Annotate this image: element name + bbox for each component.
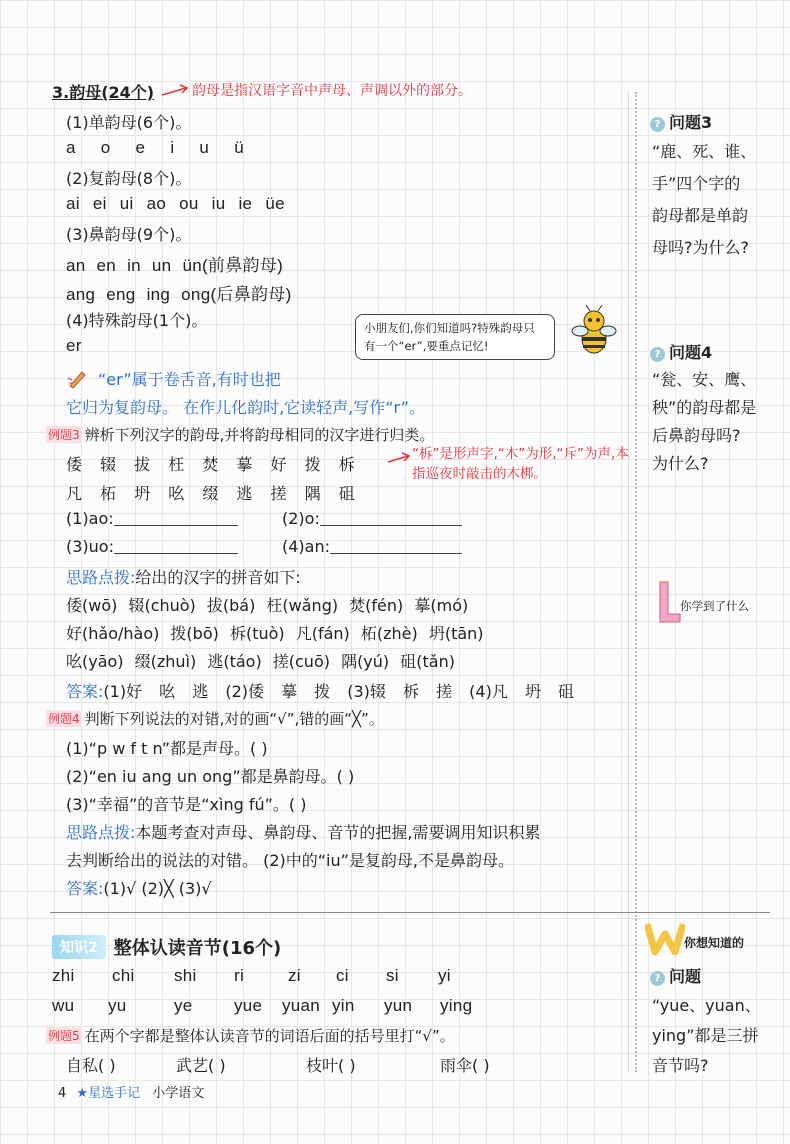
example3-answer: 答案:(1)好 吆 逃 (2)倭 摹 拨 (3)辍 柝 搓 (4)凡 坍 砠 [66, 682, 575, 701]
question-icon: ? [650, 117, 665, 132]
letter-l-icon [656, 580, 682, 626]
example4-question-line [46, 708, 384, 729]
blank-o: (2)o: [282, 509, 462, 528]
bee-icon [568, 305, 618, 359]
sidebar-q4-line: 秧”的韵母都是 [652, 398, 757, 417]
sidebar-q3-line: 手”四个字的 [652, 174, 741, 193]
single-heading: (1)单韵母(6个)。 [66, 113, 192, 132]
answer-line [330, 539, 462, 554]
example5-word: 雨伞( ) [440, 1056, 490, 1075]
tip-bubble: 小朋友们,你们知道吗?特殊韵母只有一个“er”,要重点记忆! [355, 314, 555, 360]
blank-ao: (1)ao: [66, 509, 238, 528]
margin-dotted-rule [635, 92, 637, 1072]
example4-item2: (2)“en iu ang un ong”都是鼻韵母。( ) [66, 767, 355, 786]
sidebar-q5-title: ? 问题 [650, 964, 701, 987]
margin-rule [628, 92, 629, 1072]
example4-answer: 答案:(1)√ (2)╳ (3)√ [66, 879, 212, 898]
arrow-icon [386, 452, 412, 466]
single-list: a o e i u ü [66, 138, 244, 157]
sidebar-q5-line: “yue、yuan、 [652, 996, 761, 1015]
nasal-heading: (3)鼻韵母(9个)。 [66, 225, 192, 244]
section-note: 韵母是指汉语字音中声母、声调以外的部分。 [192, 83, 472, 99]
example3-question: 辨析下列汉字的韵母,并将韵母相同的汉字进行归类。 [84, 426, 435, 444]
answer-line [114, 539, 238, 554]
page-number: 4 [58, 1086, 67, 1101]
example3-tag: 例题3 [48, 428, 80, 442]
example3-annotation: “柝”是形声字,“木”为形,“斥”为声,本指巡夜时敲击的木梆。 [412, 446, 629, 482]
sidebar-q4-line: 为什么? [652, 454, 709, 473]
question-icon: ? [650, 971, 665, 986]
example5-tag: 例题5 [48, 1029, 80, 1043]
special-list: er [66, 336, 82, 355]
section-divider [50, 912, 770, 913]
example4-analysis: 思路点拨:本题考查对声母、鼻韵母、音节的把握,需要调用知识积累 [66, 823, 541, 842]
compound-list: ai ei ui ao ou iu ie üe [66, 194, 285, 213]
example5-question-line [46, 1025, 455, 1046]
sidebar-q4-line: 后鼻韵母吗? [652, 426, 741, 445]
pinyin-row-3: 吆(yāo) 缀(zhuì) 逃(táo) 搓(cuō) 隅(yú) 砠(tǎn) [66, 652, 455, 671]
sidebar-q5-line: ying”都是三拼 [652, 1026, 759, 1045]
sidebar-q3-title: ? 问题3 [650, 110, 712, 133]
sidebar-q4-line: “瓮、安、鹰、 [652, 370, 757, 389]
example3-chars-row1: 倭 辍 拔 枉 焚 摹 好 拨 柝 [66, 455, 355, 474]
arrow-icon [160, 83, 190, 99]
example5-word: 武艺( ) [176, 1056, 226, 1075]
footer [58, 1082, 204, 1101]
section-title: 3.韵母(24个) [52, 83, 155, 102]
example4-tag: 例题4 [48, 712, 80, 726]
learned-label: 你学到了什么 [680, 599, 749, 613]
example4-item3: (3)“幸福”的音节是“xìng fú”。( ) [66, 795, 307, 814]
question-icon: ? [650, 347, 665, 362]
example5-question: 在两个字都是整体认读音节的词语后面的括号里打“√”。 [84, 1027, 455, 1045]
blank-uo: (3)uo: [66, 537, 238, 556]
footer-brand: ★星选手记 [76, 1086, 141, 1101]
footer-subject: 小学语文 [152, 1086, 205, 1101]
tip-line-2: 它归为复韵母。 在作儿化韵时,它读轻声,写作“r”。 [66, 398, 426, 417]
sidebar-q4-title: ? 问题4 [650, 340, 712, 363]
nasal-back: ang eng ing ong(后鼻韵母) [66, 285, 292, 304]
pencil-icon [66, 368, 88, 390]
example4-analysis-2: 去判断给出的说法的对错。 (2)中的“iu”是复韵母,不是鼻韵母。 [66, 851, 515, 870]
sidebar-q3-line: 母吗?为什么? [652, 238, 749, 257]
example3-chars-row2: 凡 柘 坍 吆 缀 逃 搓 隅 砠 [66, 484, 355, 503]
example3-question-line [46, 424, 434, 445]
example4-item1: (1)“p w f t n”都是声母。( ) [66, 739, 268, 758]
example5-word: 自私( ) [66, 1056, 116, 1075]
nasal-front: an en in un ün(前鼻韵母) [66, 256, 284, 275]
sidebar-q3-line: 韵母都是单韵 [652, 206, 749, 225]
letter-w-icon [645, 920, 685, 956]
example3-analysis: 思路点拨:给出的汉字的拼音如下: [66, 568, 301, 587]
pinyin-row-1: 倭(wō) 辍(chuò) 拔(bá) 枉(wǎng) 焚(fén) 摹(mó) [66, 596, 469, 615]
blank-an: (4)an: [282, 537, 462, 556]
sidebar-q5-line: 音节吗? [652, 1056, 709, 1075]
answer-line [114, 511, 238, 526]
knowledge2-badge: 知识2 [52, 935, 106, 959]
compound-heading: (2)复韵母(8个)。 [66, 169, 192, 188]
knowledge2-title: 整体认读音节(16个) [113, 938, 282, 959]
want-label: 你想知道的 [684, 936, 745, 950]
example4-question: 判断下列说法的对错,对的画“√”,错的画“╳”。 [84, 710, 384, 728]
sidebar-q3-line: “鹿、死、谁、 [652, 142, 757, 161]
tip-line-1: “er”属于卷舌音,有时也把 [98, 370, 281, 389]
answer-line [320, 511, 462, 526]
pinyin-row-2: 好(hǎo/hào) 拨(bō) 柝(tuò) 凡(fán) 柘(zhè) 坍(tān) [66, 624, 484, 643]
special-heading: (4)特殊韵母(1个)。 [66, 311, 208, 330]
example5-word: 枝叶( ) [306, 1056, 356, 1075]
knowledge2-header [52, 934, 281, 960]
